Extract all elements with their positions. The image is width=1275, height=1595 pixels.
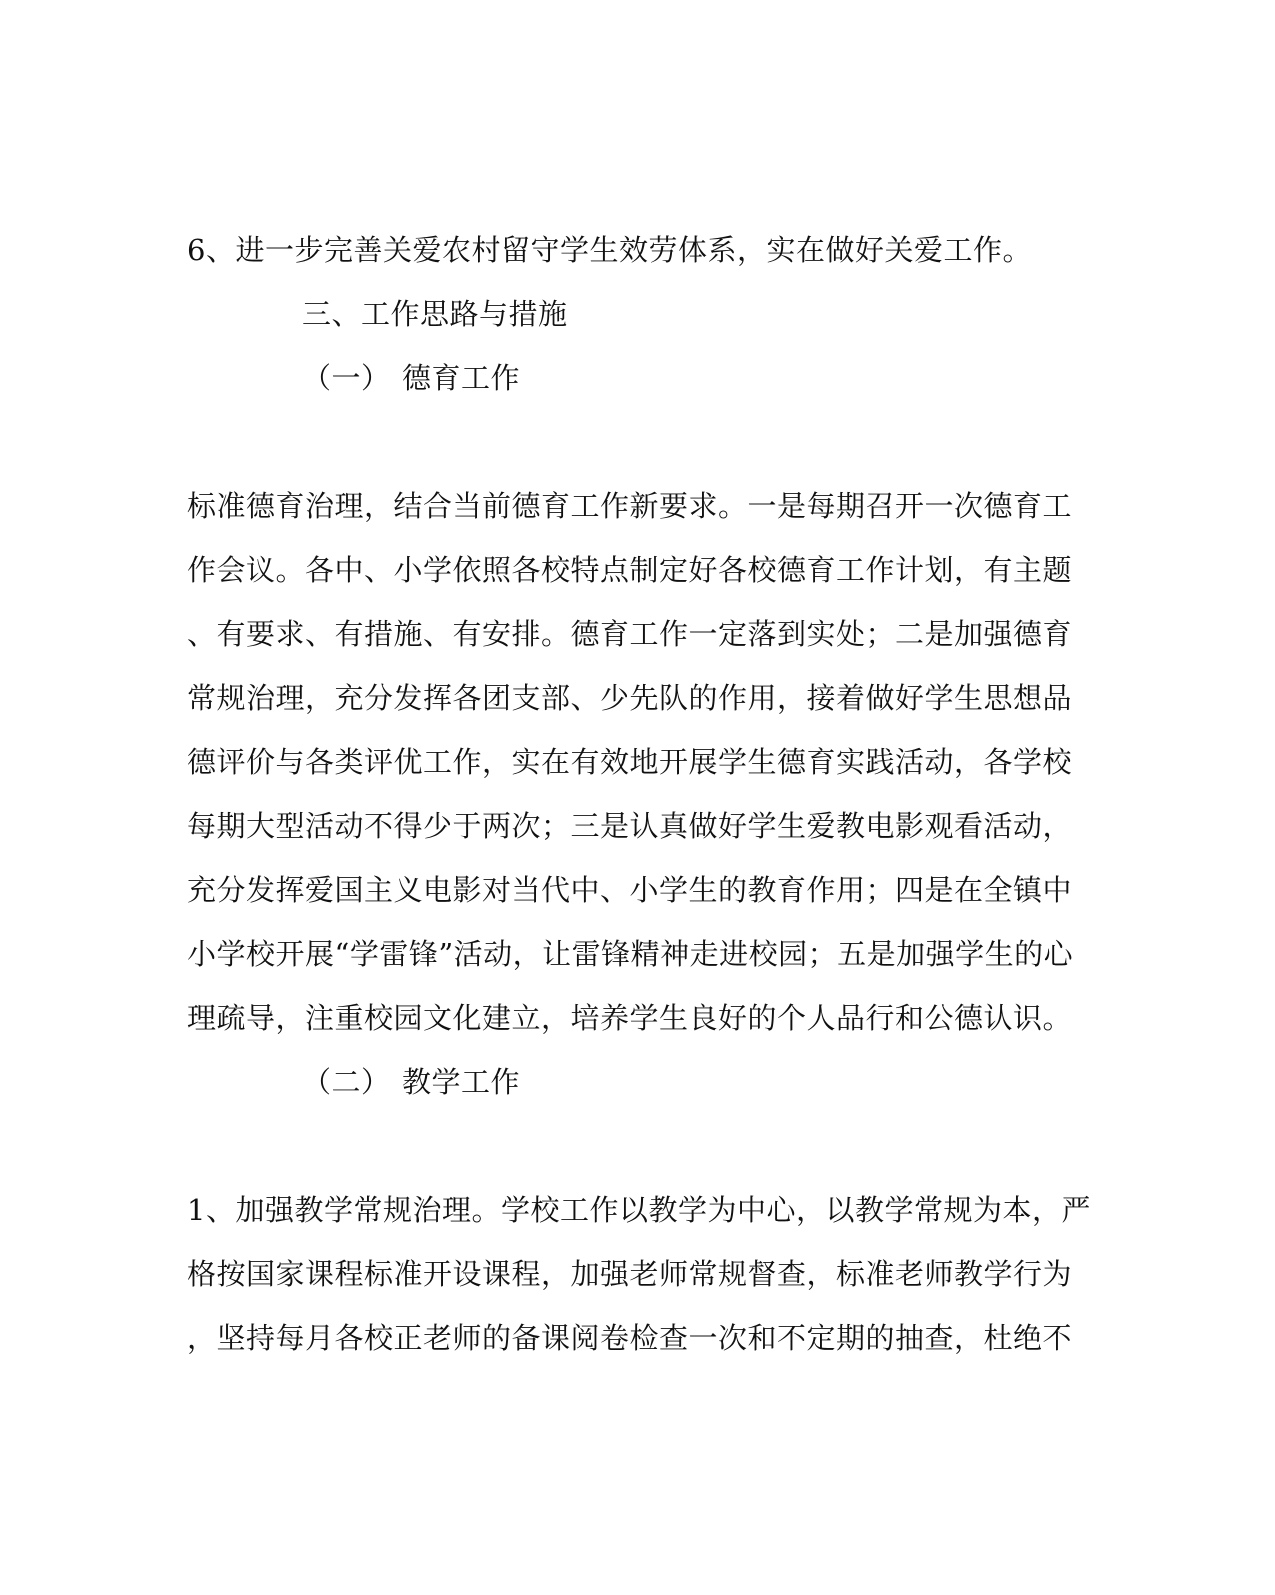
paragraph-line: 德评价与各类评优工作，实在有效地开展学生德育实践活动，各学校 xyxy=(187,745,1073,779)
paragraph-line: ，坚持每月各校正老师的备课阅卷检查一次和不定期的抽查，杜绝不 xyxy=(187,1321,1073,1355)
intro-item-6: 6、进一步完善关爱农村留守学生效劳体系，实在做好关爱工作。 xyxy=(187,233,1032,267)
paragraph-line: 每期大型活动不得少于两次；三是认真做好学生爱教电影观看活动， xyxy=(187,809,1073,843)
paragraph-line: 、有要求、有措施、有安排。德育工作一定落到实处；二是加强德育 xyxy=(187,617,1073,651)
paragraph-line: 小学校开展“学雷锋”活动，让雷锋精神走进校园；五是加强学生的心 xyxy=(187,937,1074,971)
subsection-one-number: （一） xyxy=(302,361,391,395)
paragraph-line: 1、加强教学常规治理。学校工作以教学为中心，以教学常规为本，严 xyxy=(187,1193,1091,1227)
subsection-two-number: （二） xyxy=(302,1065,391,1099)
subsection-two-heading xyxy=(302,1064,520,1100)
paragraph-line: 常规治理，充分发挥各团支部、少先队的作用，接着做好学生思想品 xyxy=(187,681,1073,715)
subsection-two-title: 教学工作 xyxy=(402,1065,521,1099)
paragraph-line: 标准德育治理，结合当前德育工作新要求。一是每期召开一次德育工 xyxy=(187,489,1073,523)
section-three-title: 三、工作思路与措施 xyxy=(302,297,568,331)
paragraph-line: 格按国家课程标准开设课程，加强老师常规督查，标准老师教学行为 xyxy=(187,1257,1073,1291)
subsection-one-title: 德育工作 xyxy=(402,361,521,395)
paragraph-line: 理疏导，注重校园文化建立，培养学生良好的个人品行和公德认识。 xyxy=(187,1001,1073,1035)
subsection-one-heading xyxy=(302,360,520,396)
paragraph-line: 作会议。各中、小学依照各校特点制定好各校德育工作计划，有主题 xyxy=(187,553,1073,587)
paragraph-line: 充分发挥爱国主义电影对当代中、小学生的教育作用；四是在全镇中 xyxy=(187,873,1073,907)
